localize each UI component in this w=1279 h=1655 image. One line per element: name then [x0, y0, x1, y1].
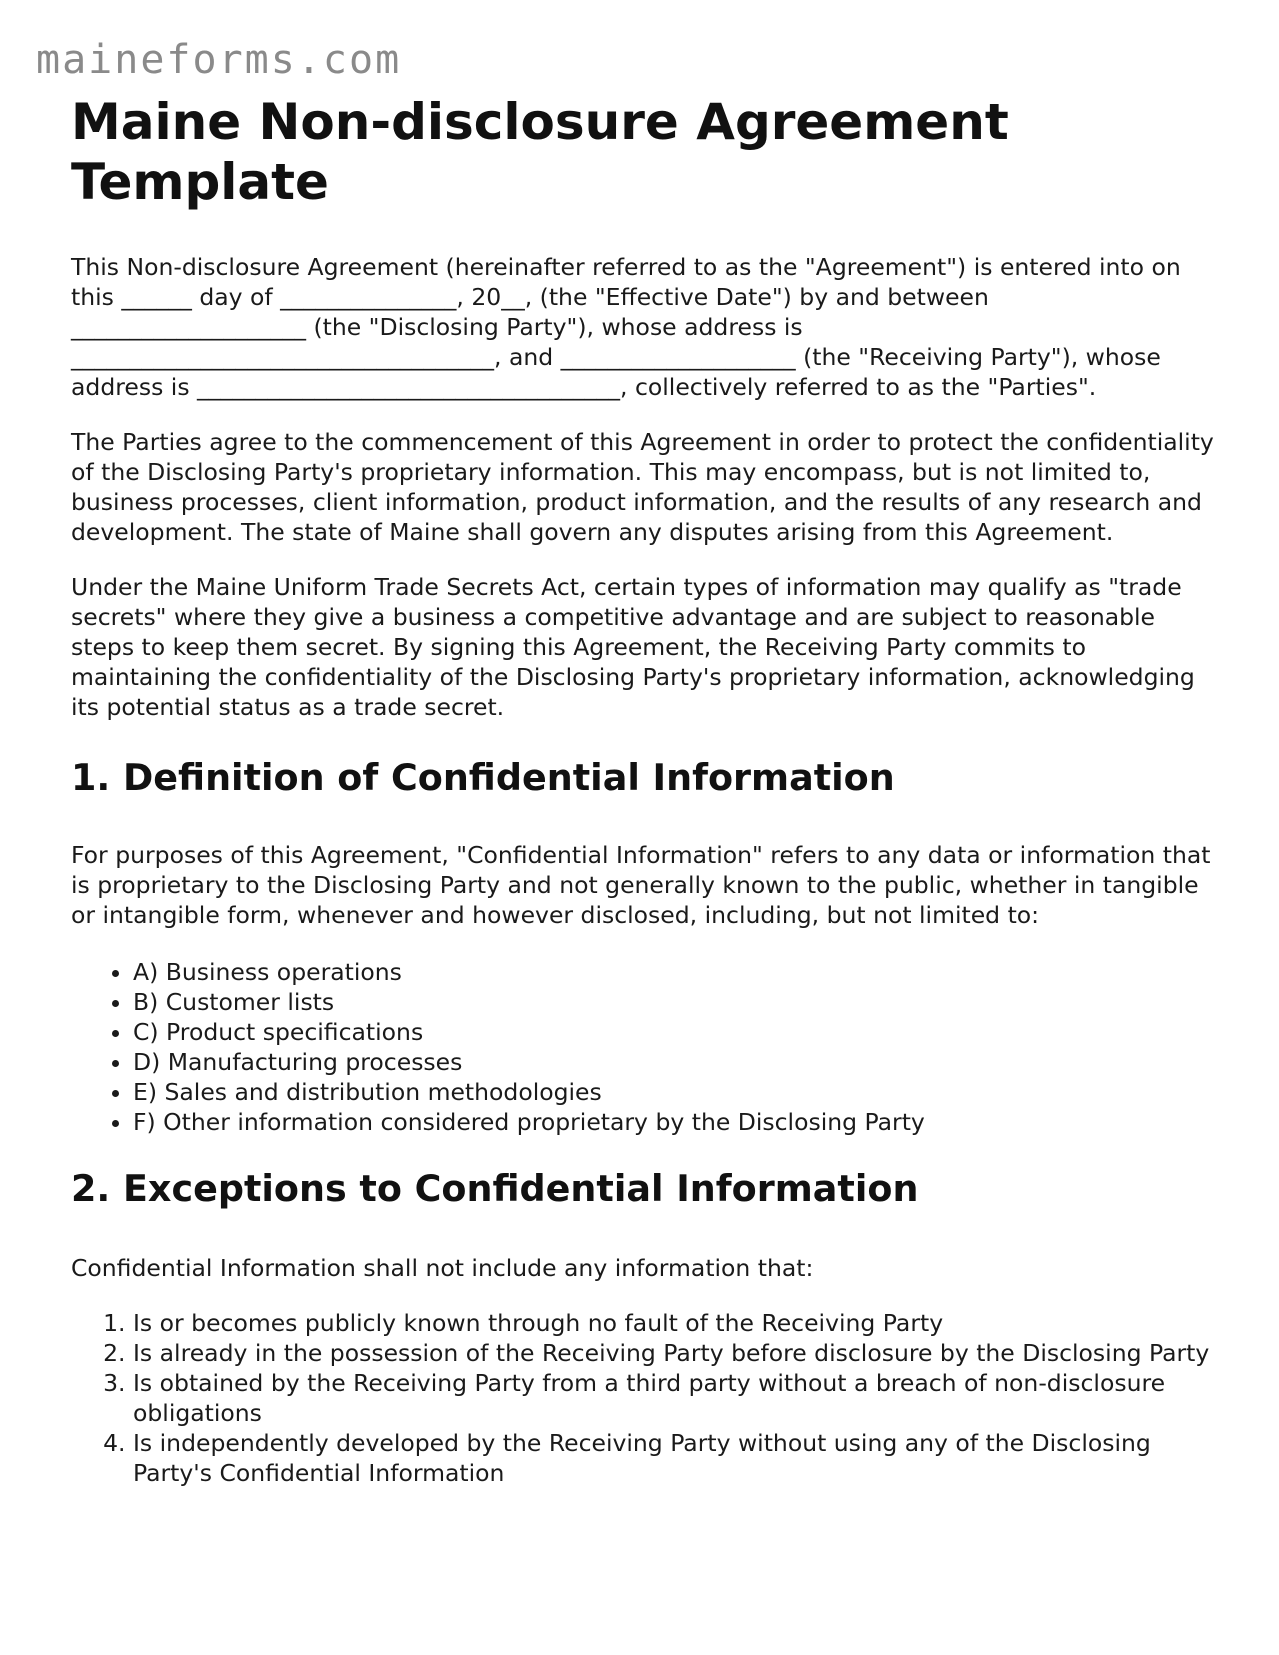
intro-paragraph: This Non-disclosure Agreement (hereinafter referred to as the "Agreement") is entered into on this ______ day of _______________, 20__, (the "Effective Date") by and between ____________________ (the "Disclosing Party"), whose address is ____________________________________, and ____________________ (the "Receiving Party"), whose address is ____________________________________, collectively referred to as the "Parties". — [71, 253, 1181, 401]
list-item: • A) Business operations — [133, 957, 1221, 987]
list-item: • C) Product specifications — [133, 1017, 1221, 1047]
list-item: 4. Is independently developed by the Receiving Party without using any of the Disclosing Party's Confidential Information — [133, 1428, 1221, 1488]
list-item: • E) Sales and distribution methodologies — [133, 1077, 1221, 1107]
section-1-text: For purposes of this Agreement, "Confidential Information" refers to any data or information that is proprietary to the Disclosing Party and not generally known to the public, whether in tangible or intangible form, whenever and however disclosed, including, but not limited to: — [71, 841, 1211, 929]
list-item: • F) Other information considered proprietary by the Disclosing Party — [133, 1107, 1221, 1137]
exceptions-list — [71, 1308, 1221, 1488]
list-item: 2. Is already in the possession of the Receiving Party before disclosure by the Disclosing Party — [133, 1338, 1221, 1368]
watermark: maineforms.com — [36, 37, 402, 83]
section-1-heading: 1. Definition of Confidential Information — [71, 756, 895, 799]
list-item: 1. Is or becomes publicly known through no fault of the Receiving Party — [133, 1308, 1221, 1338]
purpose-paragraph: The Parties agree to the commencement of this Agreement in order to protect the confidentiality of the Disclosing Party's proprietary information. This may encompass, but is not limited to, business processes, client information, product information, and the results of any research and development. The state of Maine shall govern any disputes arising from this Agreement. — [71, 428, 1214, 546]
section-2-heading: 2. Exceptions to Confidential Information — [71, 1167, 919, 1210]
section-2-text: Confidential Information shall not include any information that: — [71, 1254, 814, 1282]
list-item: • B) Customer lists — [133, 987, 1221, 1017]
document-page — [71, 92, 1221, 1488]
list-item: • D) Manufacturing processes — [133, 1047, 1221, 1077]
trade-secrets-paragraph: Under the Maine Uniform Trade Secrets Act, certain types of information may qualify as "trade secrets" where they give a business a competitive advantage and are subject to reasonable steps to keep them secret. By signing this Agreement, the Receiving Party commits to maintaining the confidentiality of the Disclosing Party's proprietary information, acknowledging its potential status as a trade secret. — [71, 573, 1195, 721]
document-title: Maine Non-disclosure Agreement Template — [71, 93, 1009, 211]
confidential-info-list — [71, 957, 1221, 1137]
list-item: 3. Is obtained by the Receiving Party from a third party without a breach of non-disclosure obligations — [133, 1368, 1221, 1428]
